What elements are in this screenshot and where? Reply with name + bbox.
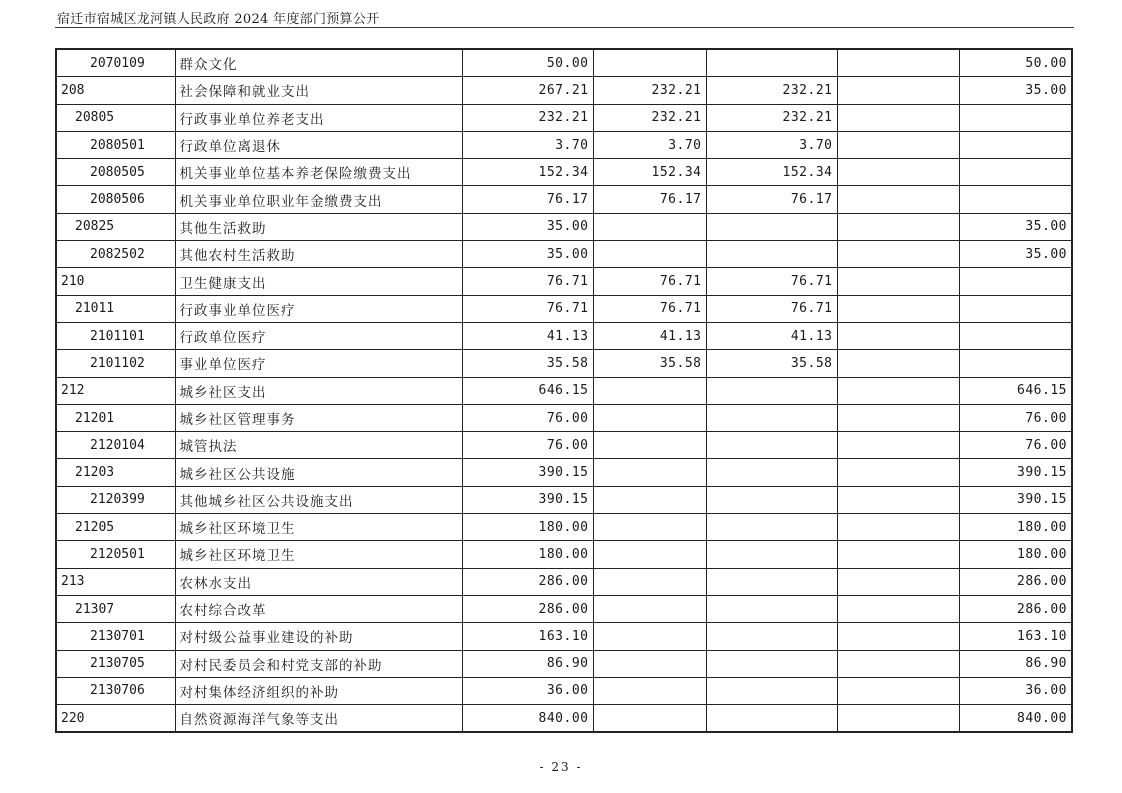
amount-cell-c3: 76.71 bbox=[706, 268, 837, 295]
amount-cell-c3: 41.13 bbox=[706, 322, 837, 349]
amount-cell-c3: 76.71 bbox=[706, 295, 837, 322]
table-row bbox=[56, 514, 1072, 541]
amount-cell-c2: 152.34 bbox=[593, 159, 706, 186]
amount-cell-c1: 390.15 bbox=[462, 486, 593, 513]
amount-cell-c5 bbox=[959, 104, 1072, 131]
amount-cell-c4 bbox=[837, 322, 959, 349]
table-row bbox=[56, 213, 1072, 240]
amount-cell-c3 bbox=[706, 677, 837, 704]
row-name: 行政事业单位养老支出 bbox=[175, 104, 462, 131]
table-row bbox=[56, 486, 1072, 513]
row-name: 城乡社区环境卫生 bbox=[175, 541, 462, 568]
amount-cell-c4 bbox=[837, 568, 959, 595]
amount-cell-c3 bbox=[706, 459, 837, 486]
amount-cell-c5: 35.00 bbox=[959, 77, 1072, 104]
row-code: 2070109 bbox=[56, 49, 175, 77]
amount-cell-c4 bbox=[837, 377, 959, 404]
amount-cell-c4 bbox=[837, 186, 959, 213]
amount-cell-c4 bbox=[837, 486, 959, 513]
amount-cell-c4 bbox=[837, 268, 959, 295]
amount-cell-c5 bbox=[959, 131, 1072, 158]
row-name: 对村级公益事业建设的补助 bbox=[175, 623, 462, 650]
row-name: 城管执法 bbox=[175, 432, 462, 459]
row-code: 21201 bbox=[56, 404, 175, 431]
amount-cell-c4 bbox=[837, 104, 959, 131]
amount-cell-c1: 152.34 bbox=[462, 159, 593, 186]
table-row bbox=[56, 705, 1072, 733]
amount-cell-c5: 86.90 bbox=[959, 650, 1072, 677]
amount-cell-c3: 3.70 bbox=[706, 131, 837, 158]
row-name: 其他生活救助 bbox=[175, 213, 462, 240]
amount-cell-c2 bbox=[593, 49, 706, 77]
amount-cell-c2: 232.21 bbox=[593, 104, 706, 131]
amount-cell-c3: 232.21 bbox=[706, 77, 837, 104]
amount-cell-c1: 41.13 bbox=[462, 322, 593, 349]
amount-cell-c4 bbox=[837, 705, 959, 733]
amount-cell-c2 bbox=[593, 241, 706, 268]
amount-cell-c5 bbox=[959, 159, 1072, 186]
row-code: 2120501 bbox=[56, 541, 175, 568]
row-name: 自然资源海洋气象等支出 bbox=[175, 705, 462, 733]
amount-cell-c5: 50.00 bbox=[959, 49, 1072, 77]
amount-cell-c5: 286.00 bbox=[959, 595, 1072, 622]
amount-cell-c1: 76.00 bbox=[462, 404, 593, 431]
amount-cell-c2: 35.58 bbox=[593, 350, 706, 377]
amount-cell-c5 bbox=[959, 350, 1072, 377]
row-code: 2120104 bbox=[56, 432, 175, 459]
amount-cell-c5: 76.00 bbox=[959, 432, 1072, 459]
amount-cell-c2 bbox=[593, 459, 706, 486]
row-name: 城乡社区环境卫生 bbox=[175, 514, 462, 541]
amount-cell-c1: 76.17 bbox=[462, 186, 593, 213]
amount-cell-c4 bbox=[837, 77, 959, 104]
amount-cell-c2: 76.71 bbox=[593, 295, 706, 322]
row-name: 卫生健康支出 bbox=[175, 268, 462, 295]
amount-cell-c2 bbox=[593, 404, 706, 431]
amount-cell-c3: 35.58 bbox=[706, 350, 837, 377]
amount-cell-c3 bbox=[706, 404, 837, 431]
amount-cell-c4 bbox=[837, 650, 959, 677]
amount-cell-c3 bbox=[706, 595, 837, 622]
table-row bbox=[56, 595, 1072, 622]
amount-cell-c1: 180.00 bbox=[462, 514, 593, 541]
row-name: 对村集体经济组织的补助 bbox=[175, 677, 462, 704]
amount-cell-c1: 267.21 bbox=[462, 77, 593, 104]
row-code: 213 bbox=[56, 568, 175, 595]
amount-cell-c4 bbox=[837, 677, 959, 704]
amount-cell-c3 bbox=[706, 514, 837, 541]
amount-cell-c5: 390.15 bbox=[959, 486, 1072, 513]
table-row bbox=[56, 623, 1072, 650]
row-code: 210 bbox=[56, 268, 175, 295]
amount-cell-c1: 286.00 bbox=[462, 595, 593, 622]
amount-cell-c1: 390.15 bbox=[462, 459, 593, 486]
table-row bbox=[56, 159, 1072, 186]
row-name: 农林水支出 bbox=[175, 568, 462, 595]
amount-cell-c1: 163.10 bbox=[462, 623, 593, 650]
amount-cell-c1: 50.00 bbox=[462, 49, 593, 77]
amount-cell-c3 bbox=[706, 49, 837, 77]
amount-cell-c2 bbox=[593, 541, 706, 568]
amount-cell-c2 bbox=[593, 377, 706, 404]
amount-cell-c5 bbox=[959, 322, 1072, 349]
amount-cell-c3: 152.34 bbox=[706, 159, 837, 186]
table-row bbox=[56, 131, 1072, 158]
amount-cell-c3 bbox=[706, 241, 837, 268]
row-code: 2130701 bbox=[56, 623, 175, 650]
table-row bbox=[56, 186, 1072, 213]
amount-cell-c5: 180.00 bbox=[959, 541, 1072, 568]
amount-cell-c3 bbox=[706, 486, 837, 513]
row-name: 城乡社区管理事务 bbox=[175, 404, 462, 431]
row-name: 行政单位离退休 bbox=[175, 131, 462, 158]
amount-cell-c4 bbox=[837, 350, 959, 377]
amount-cell-c3 bbox=[706, 377, 837, 404]
amount-cell-c5: 35.00 bbox=[959, 213, 1072, 240]
row-name: 对村民委员会和村党支部的补助 bbox=[175, 650, 462, 677]
row-name: 行政事业单位医疗 bbox=[175, 295, 462, 322]
amount-cell-c3 bbox=[706, 650, 837, 677]
amount-cell-c4 bbox=[837, 595, 959, 622]
row-name: 群众文化 bbox=[175, 49, 462, 77]
table-row bbox=[56, 49, 1072, 77]
amount-cell-c1: 35.00 bbox=[462, 241, 593, 268]
row-code: 2080506 bbox=[56, 186, 175, 213]
amount-cell-c4 bbox=[837, 159, 959, 186]
amount-cell-c2 bbox=[593, 677, 706, 704]
table-row bbox=[56, 568, 1072, 595]
table-row bbox=[56, 322, 1072, 349]
amount-cell-c2 bbox=[593, 705, 706, 733]
amount-cell-c3 bbox=[706, 623, 837, 650]
amount-cell-c4 bbox=[837, 432, 959, 459]
amount-cell-c5: 163.10 bbox=[959, 623, 1072, 650]
amount-cell-c4 bbox=[837, 459, 959, 486]
amount-cell-c1: 76.71 bbox=[462, 268, 593, 295]
amount-cell-c1: 76.71 bbox=[462, 295, 593, 322]
amount-cell-c5: 286.00 bbox=[959, 568, 1072, 595]
amount-cell-c2 bbox=[593, 486, 706, 513]
amount-cell-c4 bbox=[837, 49, 959, 77]
row-name: 其他城乡社区公共设施支出 bbox=[175, 486, 462, 513]
row-name: 其他农村生活救助 bbox=[175, 241, 462, 268]
amount-cell-c2 bbox=[593, 595, 706, 622]
amount-cell-c1: 286.00 bbox=[462, 568, 593, 595]
amount-cell-c3 bbox=[706, 568, 837, 595]
amount-cell-c1: 86.90 bbox=[462, 650, 593, 677]
row-code: 21307 bbox=[56, 595, 175, 622]
table-row bbox=[56, 77, 1072, 104]
header-rule bbox=[55, 27, 1074, 28]
amount-cell-c5: 840.00 bbox=[959, 705, 1072, 733]
row-code: 2130705 bbox=[56, 650, 175, 677]
row-code: 2080501 bbox=[56, 131, 175, 158]
amount-cell-c5 bbox=[959, 295, 1072, 322]
amount-cell-c2 bbox=[593, 623, 706, 650]
row-name: 城乡社区公共设施 bbox=[175, 459, 462, 486]
table-row bbox=[56, 650, 1072, 677]
table-row bbox=[56, 350, 1072, 377]
table-row bbox=[56, 404, 1072, 431]
amount-cell-c2: 76.17 bbox=[593, 186, 706, 213]
row-code: 208 bbox=[56, 77, 175, 104]
amount-cell-c1: 76.00 bbox=[462, 432, 593, 459]
amount-cell-c4 bbox=[837, 514, 959, 541]
table-row bbox=[56, 295, 1072, 322]
row-code: 20825 bbox=[56, 213, 175, 240]
amount-cell-c5 bbox=[959, 268, 1072, 295]
amount-cell-c2: 232.21 bbox=[593, 77, 706, 104]
amount-cell-c4 bbox=[837, 623, 959, 650]
amount-cell-c2: 3.70 bbox=[593, 131, 706, 158]
amount-cell-c3 bbox=[706, 213, 837, 240]
table-row bbox=[56, 241, 1072, 268]
amount-cell-c4 bbox=[837, 404, 959, 431]
row-code: 2130706 bbox=[56, 677, 175, 704]
amount-cell-c2 bbox=[593, 514, 706, 541]
amount-cell-c1: 36.00 bbox=[462, 677, 593, 704]
table-row bbox=[56, 104, 1072, 131]
amount-cell-c1: 3.70 bbox=[462, 131, 593, 158]
row-name: 行政单位医疗 bbox=[175, 322, 462, 349]
amount-cell-c4 bbox=[837, 131, 959, 158]
amount-cell-c4 bbox=[837, 295, 959, 322]
row-code: 2082502 bbox=[56, 241, 175, 268]
table-row bbox=[56, 677, 1072, 704]
amount-cell-c5: 180.00 bbox=[959, 514, 1072, 541]
amount-cell-c2 bbox=[593, 213, 706, 240]
row-name: 机关事业单位基本养老保险缴费支出 bbox=[175, 159, 462, 186]
amount-cell-c1: 840.00 bbox=[462, 705, 593, 733]
row-code: 21011 bbox=[56, 295, 175, 322]
document-header: 宿迁市宿城区龙河镇人民政府 2024 年度部门预算公开 bbox=[57, 12, 380, 27]
row-code: 2080505 bbox=[56, 159, 175, 186]
amount-cell-c4 bbox=[837, 213, 959, 240]
table-row bbox=[56, 459, 1072, 486]
row-code: 2120399 bbox=[56, 486, 175, 513]
row-name: 事业单位医疗 bbox=[175, 350, 462, 377]
amount-cell-c1: 646.15 bbox=[462, 377, 593, 404]
amount-cell-c3 bbox=[706, 541, 837, 568]
row-code: 21203 bbox=[56, 459, 175, 486]
amount-cell-c2 bbox=[593, 650, 706, 677]
amount-cell-c5: 36.00 bbox=[959, 677, 1072, 704]
amount-cell-c3: 232.21 bbox=[706, 104, 837, 131]
row-name: 农村综合改革 bbox=[175, 595, 462, 622]
amount-cell-c5: 35.00 bbox=[959, 241, 1072, 268]
amount-cell-c2 bbox=[593, 568, 706, 595]
amount-cell-c2: 41.13 bbox=[593, 322, 706, 349]
amount-cell-c3 bbox=[706, 705, 837, 733]
row-code: 212 bbox=[56, 377, 175, 404]
row-code: 220 bbox=[56, 705, 175, 733]
row-code: 2101102 bbox=[56, 350, 175, 377]
page-number: - 23 - bbox=[539, 760, 583, 774]
amount-cell-c4 bbox=[837, 541, 959, 568]
amount-cell-c4 bbox=[837, 241, 959, 268]
amount-cell-c2 bbox=[593, 432, 706, 459]
amount-cell-c1: 35.00 bbox=[462, 213, 593, 240]
row-code: 21205 bbox=[56, 514, 175, 541]
table-row bbox=[56, 268, 1072, 295]
amount-cell-c5: 646.15 bbox=[959, 377, 1072, 404]
row-name: 城乡社区支出 bbox=[175, 377, 462, 404]
row-code: 20805 bbox=[56, 104, 175, 131]
budget-table-body bbox=[56, 49, 1072, 732]
row-code: 2101101 bbox=[56, 322, 175, 349]
amount-cell-c1: 35.58 bbox=[462, 350, 593, 377]
amount-cell-c5: 76.00 bbox=[959, 404, 1072, 431]
row-name: 社会保障和就业支出 bbox=[175, 77, 462, 104]
row-name: 机关事业单位职业年金缴费支出 bbox=[175, 186, 462, 213]
amount-cell-c1: 232.21 bbox=[462, 104, 593, 131]
table-row bbox=[56, 432, 1072, 459]
amount-cell-c1: 180.00 bbox=[462, 541, 593, 568]
table-row bbox=[56, 377, 1072, 404]
amount-cell-c3 bbox=[706, 432, 837, 459]
amount-cell-c5: 390.15 bbox=[959, 459, 1072, 486]
amount-cell-c2: 76.71 bbox=[593, 268, 706, 295]
table-row bbox=[56, 541, 1072, 568]
budget-table bbox=[55, 48, 1073, 733]
amount-cell-c5 bbox=[959, 186, 1072, 213]
amount-cell-c3: 76.17 bbox=[706, 186, 837, 213]
